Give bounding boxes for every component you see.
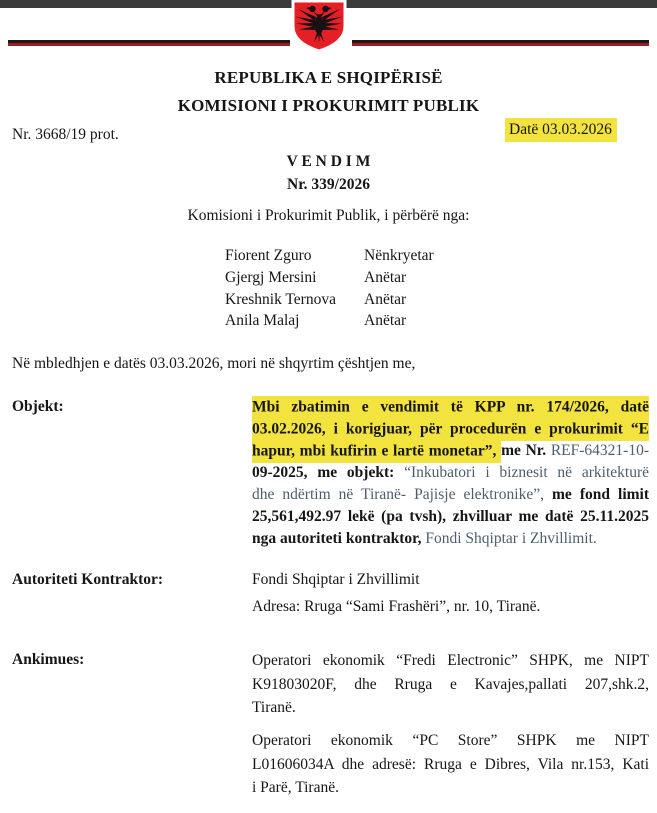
appellant-line: Operatori ekonomik “Fredi Electronic” SHPK, me NIPT <box>252 652 649 669</box>
objekt-line <box>252 418 649 440</box>
objekt-label: Objekt: <box>12 398 64 415</box>
header-rule-right <box>352 40 649 46</box>
appellant-line: i Parë, Tiranë. <box>252 779 339 796</box>
reference-text: Fondi Shqiptar i Zhvillimit. <box>425 530 597 547</box>
republic-title: REPUBLIKA E SHQIPËRISË <box>214 68 443 87</box>
rule-red-line <box>8 43 290 46</box>
commission-intro: Komisioni i Prokurimit Publik, i përbërë nga: <box>187 207 470 224</box>
member-row <box>0 310 657 332</box>
objekt-line <box>252 528 649 550</box>
highlighted-text: hapur, mbi kufirin e lartë monetar”, <box>252 440 501 463</box>
member-row <box>0 245 657 267</box>
bold-text: 25,561,492.97 lekë (pa tvsh), zhvilluar me datë 25.11.2025 <box>252 508 649 525</box>
appellant-line: Tiranë. <box>252 699 296 716</box>
member-name: Fiorent Zguro <box>225 247 312 264</box>
reference-text: dhe ndërtim në Tiranë- Pajisje elektronike”, <box>252 486 552 503</box>
contracting-authority-address: Adresa: Rruga “Sami Frashëri”, nr. 10, Tiranë. <box>252 598 541 615</box>
objekt-paragraph <box>252 396 649 550</box>
objekt-line <box>252 484 649 506</box>
member-name: Gjergj Mersini <box>225 268 317 286</box>
appellant-paragraph-1 <box>252 649 649 720</box>
member-role: Nënkryetar <box>364 247 434 264</box>
commission-title: KOMISIONI I PROKURIMIT PUBLIK <box>177 96 480 115</box>
member-name: Anila Malaj <box>225 312 300 330</box>
member-row <box>0 267 657 289</box>
header-rule-left <box>8 40 290 46</box>
albania-coat-of-arms-icon <box>289 0 349 55</box>
rule-red-line <box>352 43 649 46</box>
contracting-authority-name: Fondi Shqiptar i Zhvillimit <box>252 571 420 588</box>
session-line: Në mbledhjen e datës 03.03.2026, mori në shqyrtim çështjen me, <box>12 355 416 372</box>
date-highlighted: Datë 03.03.2026 <box>505 118 617 142</box>
objekt-line <box>252 396 649 418</box>
bold-text: 09-2025, me objekt: <box>252 464 405 481</box>
member-role: Anëtar <box>364 312 407 330</box>
objekt-line <box>252 440 649 462</box>
highlighted-text: 03.02.2026, i korigjuar, për procedurën e prokurimit “E <box>252 418 649 441</box>
member-role: Anëtar <box>364 290 407 308</box>
appellant-line: Operatori ekonomik “PC Store” SHPK me NIPT <box>252 732 649 749</box>
appellant-line: K91803020F, dhe Rruga e Kavajes,pallati 207,shk.2, <box>252 675 649 693</box>
members-list <box>0 245 657 332</box>
highlighted-text: Mbi zbatimin e vendimit të KPP nr. 174/2026, datë <box>252 396 649 419</box>
protocol-number: Nr. 3668/19 prot. <box>12 126 119 143</box>
bold-text: me fond limit <box>552 486 649 503</box>
bold-text: nga autoriteti kontraktor, <box>252 530 426 547</box>
appellant-label: Ankimues: <box>12 651 85 668</box>
contracting-authority-label: Autoriteti Kontraktor: <box>12 571 164 588</box>
appellant-line: L01606034A dhe adresë: Rruga e Dibres, Vila nr.153, Kati <box>252 755 649 773</box>
member-role: Anëtar <box>364 268 407 286</box>
reference-text: “Inkubatori i biznesit në arkitekturë <box>404 464 649 481</box>
bold-text: me Nr. <box>501 442 551 459</box>
objekt-line <box>252 462 649 484</box>
reference-text: REF-64321-10- <box>550 442 649 459</box>
objekt-line <box>252 506 649 528</box>
member-name: Kreshnik Ternova <box>225 290 336 308</box>
appellant-paragraph-2 <box>252 729 649 800</box>
decision-number: Nr. 339/2026 <box>287 176 370 193</box>
member-row <box>0 289 657 311</box>
decision-heading: V E N D I M <box>286 153 371 170</box>
